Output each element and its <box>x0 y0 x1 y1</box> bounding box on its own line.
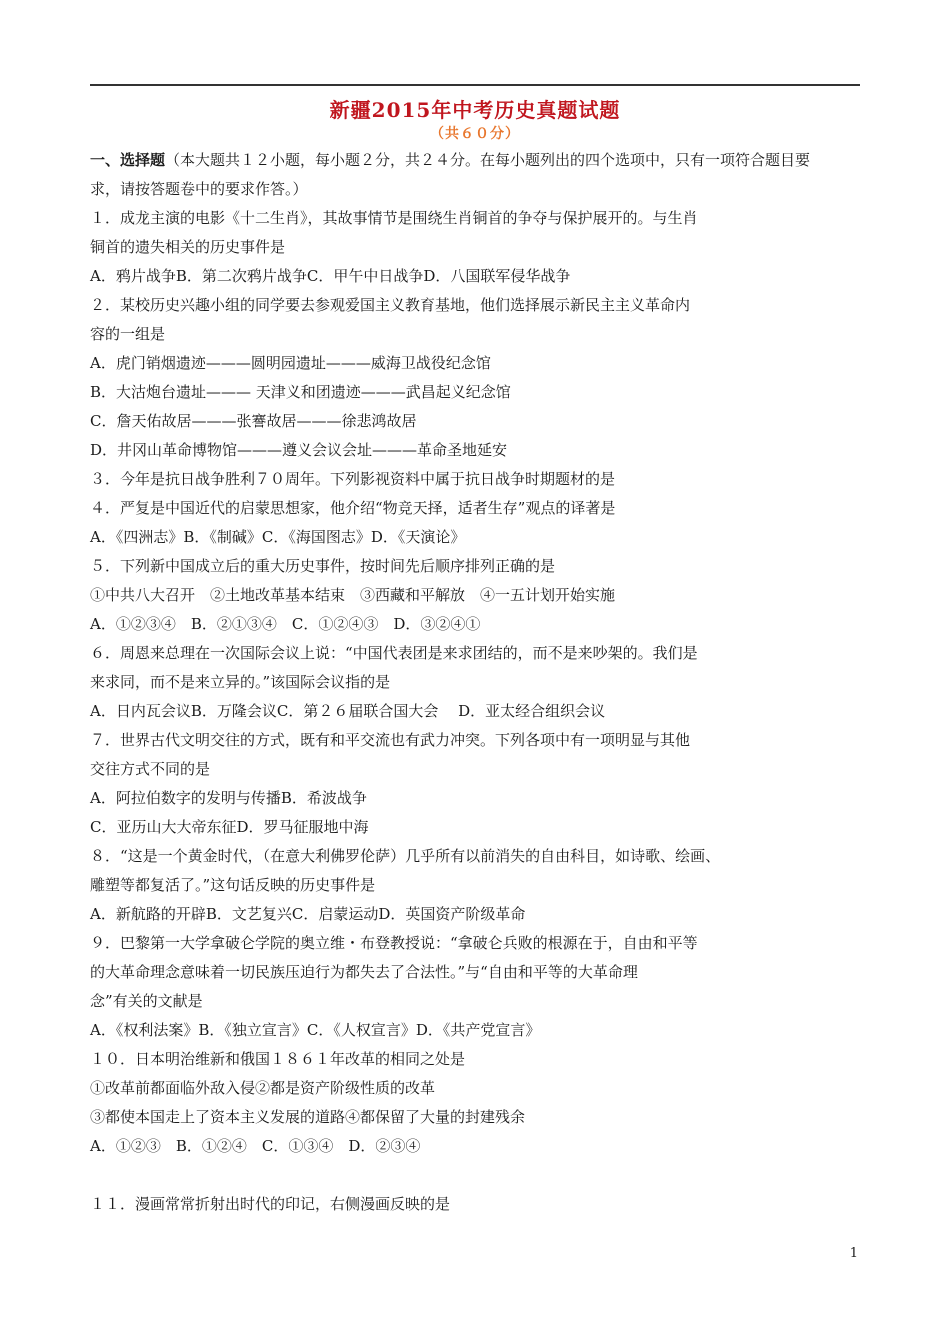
section-heading: 一、选择题 <box>90 151 166 169</box>
question-line: 交往方式不同的是 <box>90 760 211 778</box>
option-line: A．阿拉伯数字的发明与传播B．希波战争 <box>90 789 367 807</box>
page-title: 新疆2015年中考历史真题试题 <box>329 98 621 122</box>
question-line: 容的一组是 <box>90 325 166 343</box>
question-line: １０．日本明治维新和俄国１８６１年改革的相同之处是 <box>90 1050 466 1068</box>
question-line: 念”有关的文献是 <box>90 992 203 1010</box>
option-line: A．虎门销烟遗迹———圆明园遗址———威海卫战役纪念馆 <box>90 354 491 372</box>
option-line: B．大沽炮台遗址——— 天津义和团遗迹———武昌起义纪念馆 <box>90 383 511 401</box>
section-instructions-continued: 求，请按答题卷中的要求作答。） <box>90 180 308 198</box>
option-line: A．新航路的开辟B．文艺复兴C．启蒙运动D．英国资产阶级革命 <box>90 905 526 923</box>
question-line: ６．周恩来总理在一次国际会议上说：“中国代表团是来求团结的，而不是来吵架的。我们是 <box>90 644 698 662</box>
option-line: A．日内瓦会议B．万隆会议C．第２６届联合国大会 D．亚太经合组织会议 <box>90 702 606 720</box>
question-line: 铜首的遗失相关的历史事件是 <box>90 238 286 256</box>
question-line: ①中共八大召开 ②土地改革基本结束 ③西藏和平解放 ④一五计划开始实施 <box>90 586 616 604</box>
option-line: A．①②③④ B．②①③④ C．①②④③ D．③②④① <box>90 615 481 633</box>
question-line: 的大革命理念意味着一切民族压迫行为都失去了合法性。”与“自由和平等的大革命理 <box>90 963 638 981</box>
option-line: C．詹天佑故居———张謇故居———徐悲鸿故居 <box>90 412 417 430</box>
question-line: ９．巴黎第一大学拿破仑学院的奥立维・布登教授说：“拿破仑兵败的根源在于，自由和平等 <box>90 934 698 952</box>
page-number: 1 <box>849 1246 858 1261</box>
question-line: ①改革前都面临外敌入侵②都是资产阶级性质的改革 <box>90 1079 436 1097</box>
question-line: ４．严复是中国近代的启蒙思想家，他介绍“物竞天择，适者生存”观点的译著是 <box>90 499 616 517</box>
exam-content <box>90 146 865 1219</box>
blank-line <box>90 1161 865 1190</box>
section-instructions-text: （本大题共１２小题，每小题２分，共２４分。在每小题列出的四个选项中，只有一项符合题目要 <box>165 151 811 169</box>
question-line: ３．今年是抗日战争胜利７０周年。下列影视资料中属于抗日战争时期题材的是 <box>90 470 616 488</box>
option-line: A．《四洲志》B．《制碱》C．《海国图志》D．《天演论》 <box>90 528 466 546</box>
question-line: 来求同，而不是来立异的。”该国际会议指的是 <box>90 673 391 691</box>
section-instructions <box>90 146 865 175</box>
question-line: ７．世界古代文明交往的方式，既有和平交流也有武力冲突。下列各项中有一项明显与其他 <box>90 731 691 749</box>
question-line: 雕塑等都复活了。”这句话反映的历史事件是 <box>90 876 376 894</box>
question-line: １１．漫画常常折射出时代的印记，右侧漫画反映的是 <box>90 1195 451 1213</box>
question-line: ５．下列新中国成立后的重大历史事件，按时间先后顺序排列正确的是 <box>90 557 556 575</box>
question-line: １．成龙主演的电影《十二生肖》，其故事情节是围绕生肖铜首的争夺与保护展开的。与生肖 <box>90 209 698 227</box>
question-line: ２．某校历史兴趣小组的同学要去参观爱国主义教育基地，他们选择展示新民主主义革命内 <box>90 296 691 314</box>
question-line: ８．“这是一个黄金时代，（在意大利佛罗伦萨）几乎所有以前消失的自由科目，如诗歌、绘画、 <box>90 847 721 865</box>
option-line: A．《权利法案》B．《独立宣言》C．《人权宣言》D．《共产党宣言》 <box>90 1021 541 1039</box>
page-subtitle: （共６０分） <box>430 126 520 142</box>
option-line: A．鸦片战争B．第二次鸦片战争C．甲午中日战争D．八国联军侵华战争 <box>90 267 571 285</box>
option-line: C．亚历山大大帝东征D．罗马征服地中海 <box>90 818 369 836</box>
option-line: D．井冈山革命博物馆———遵义会议会址———革命圣地延安 <box>90 441 508 459</box>
question-line: ③都使本国走上了资本主义发展的道路④都保留了大量的封建残余 <box>90 1108 526 1126</box>
option-line: A．①②③ B．①②④ C．①③④ D．②③④ <box>90 1137 421 1155</box>
header-rule <box>90 84 860 86</box>
